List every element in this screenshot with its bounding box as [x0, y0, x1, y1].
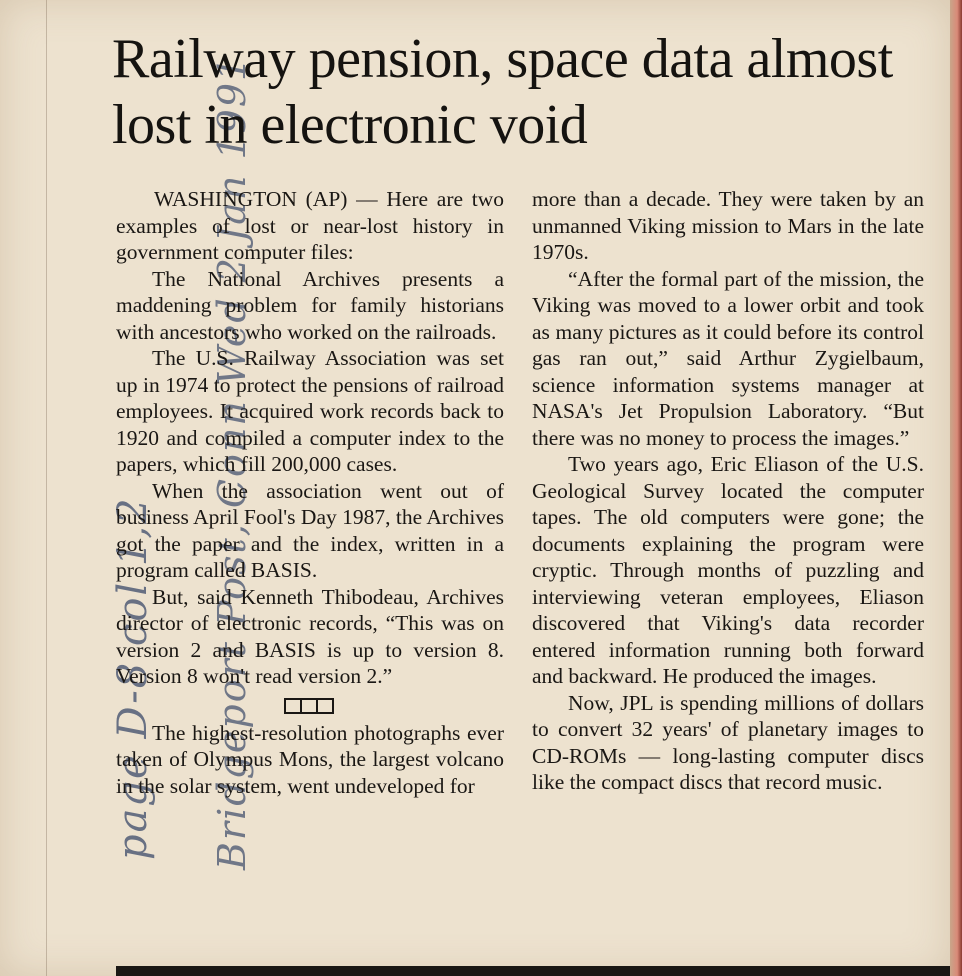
article-column-right [532, 186, 924, 956]
paragraph: When the association went out of business April Fool's Day 1987, the Archives got the paper and the index, written in a program called BASIS. [116, 478, 504, 582]
paragraph: Now, JPL is spending millions of dollars to convert 32 years' of planetary images to CD-ROMs — long-lasting computer discs like the compact discs that record music. [532, 690, 924, 794]
paragraph: “After the formal part of the mission, the Viking was moved to a lower orbit and took as many pictures as it could before its control gas ran out,” said Arthur Zygielbaum, science information systems manager at NASA's Jet Propulsion Laboratory. “But there was no money to process the images.” [532, 266, 924, 450]
paragraph: The National Archives presents a maddening problem for family historians with ancestors who worked on the railroads. [116, 266, 504, 344]
article-column-left [116, 186, 504, 956]
bottom-rule [116, 966, 950, 976]
section-divider [116, 692, 504, 720]
paragraph: Two years ago, Eric Eliason of the U.S. Geological Survey located the computer tapes. The old computers were gone; the documents explaining the program were cryptic. Through months of puzzling and interviewing veteran employees, Eliason discovered that Viking's data recorder entered information running both forward and backward. He produced the images. [532, 452, 924, 688]
fold-line [46, 0, 47, 976]
paragraph: But, said Kenneth Thibodeau, Archives director of electronic records, “This was on version 2 and BASIS is up to version 8. Version 8 won't read version 2.” [116, 584, 504, 688]
clipping-edge [950, 0, 962, 976]
headline: Railway pension, space data almost lost in electronic void [112, 28, 893, 156]
paragraph: more than a decade. They were taken by an unmanned Viking mission to Mars in the late 1970s. [532, 187, 924, 264]
paragraph: The highest-resolution photographs ever taken of Olympus Mons, the largest volcano in the solar system, went undeveloped for [116, 720, 504, 798]
handwritten-note-source: Bridgeport Post, Conn Wed 2 Jan 1991 [210, 54, 254, 870]
handwritten-note-page: page D-8 col 1,2 [110, 496, 156, 860]
paragraph: The U.S. Railway Association was set up in 1974 to protect the pensions of railroad employees. It acquired work records back to 1920 and compiled a computer index to the papers, which fill 200,000 cases. [116, 346, 504, 476]
paragraph: WASHINGTON (AP) — Here are two examples of lost or near-lost history in government computer files: [116, 187, 504, 264]
